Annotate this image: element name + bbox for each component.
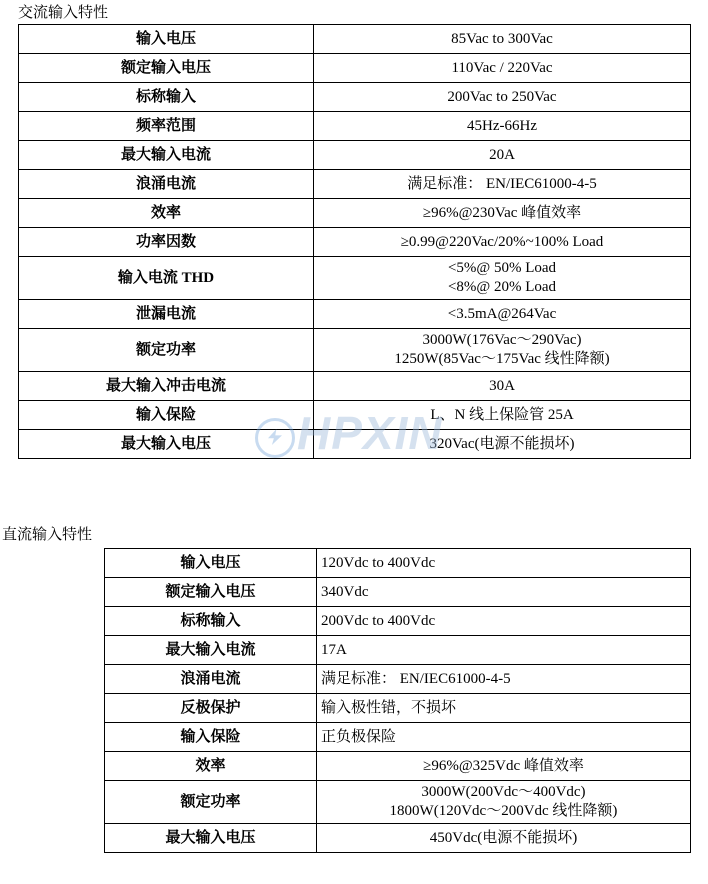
watermark-text: HPXIN	[297, 407, 443, 459]
row-label: 效率	[19, 199, 314, 228]
table-row	[105, 665, 691, 694]
row-label: 额定功率	[105, 781, 317, 824]
row-label: 浪涌电流	[19, 170, 314, 199]
table-row	[19, 257, 691, 300]
table-row	[105, 781, 691, 824]
row-label: 额定输入电压	[19, 54, 314, 83]
row-value-line: <3.5mA@264Vac	[447, 305, 557, 322]
table-row	[105, 723, 691, 752]
table-row	[105, 607, 691, 636]
row-label: 频率范围	[19, 112, 314, 141]
row-value-line: 1250W(85Vac～175Vac 线性降额)	[394, 351, 610, 367]
row-value-line: 200Vdc to 400Vdc	[321, 612, 436, 629]
row-value	[314, 401, 691, 430]
row-value-line: 120Vdc to 400Vdc	[321, 554, 436, 571]
row-value	[317, 694, 691, 723]
row-label: 输入电压	[105, 549, 317, 578]
dc-table-body	[105, 549, 691, 853]
table-row	[19, 25, 691, 54]
row-value	[317, 665, 691, 694]
table-row	[105, 694, 691, 723]
row-value-line: 200Vac to 250Vac	[447, 88, 557, 105]
table-row	[19, 401, 691, 430]
table-row	[19, 83, 691, 112]
row-value-line: ≥0.99@220Vac/20%~100% Load	[400, 233, 604, 250]
table-row	[105, 578, 691, 607]
row-value	[317, 752, 691, 781]
table-row	[105, 752, 691, 781]
row-value-line: ≥96%@230Vac 峰值效率	[422, 204, 582, 221]
row-value-line: 3000W(176Vac～290Vac)	[422, 332, 582, 348]
row-value-line: <8%@ 20% Load	[447, 279, 557, 295]
row-value	[314, 25, 691, 54]
row-value	[314, 228, 691, 257]
dc-section-title: 直流输入特性	[2, 527, 93, 543]
row-value-line: ≥96%@325Vdc 峰值效率	[423, 757, 584, 774]
row-value	[314, 300, 691, 329]
row-label: 浪涌电流	[105, 665, 317, 694]
table-row	[19, 430, 691, 459]
row-label: 输入电压	[19, 25, 314, 54]
row-value-line: 满足标准： EN/IEC61000-4-5	[407, 175, 597, 192]
row-value-line: 17A	[321, 641, 347, 658]
row-value-line: 满足标准： EN/IEC61000-4-5	[321, 670, 511, 687]
row-label: 最大输入电压	[105, 824, 317, 853]
row-label: 输入电流 THD	[19, 257, 314, 300]
row-value	[317, 607, 691, 636]
row-value	[317, 781, 691, 824]
table-row	[19, 372, 691, 401]
row-value	[317, 578, 691, 607]
row-value	[314, 372, 691, 401]
row-value-line: 45Hz-66Hz	[467, 117, 537, 134]
row-value	[314, 112, 691, 141]
row-value-line: 85Vac to 300Vac	[451, 30, 553, 47]
row-value-line: 输入极性错，不损坏	[321, 699, 457, 716]
table-row	[19, 54, 691, 83]
ac-section-title: 交流输入特性	[18, 5, 109, 21]
row-label: 输入保险	[105, 723, 317, 752]
row-label: 最大输入冲击电流	[19, 372, 314, 401]
row-value	[314, 257, 691, 300]
row-label: 额定功率	[19, 329, 314, 372]
row-value	[317, 549, 691, 578]
row-value	[317, 824, 691, 853]
row-value-line: 30A	[489, 377, 515, 394]
row-value-line: 340Vdc	[321, 583, 369, 600]
dc-input-characteristics-table	[104, 548, 691, 853]
row-value-line: 1800W(120Vdc～200Vdc 线性降额)	[389, 803, 618, 819]
table-row	[105, 824, 691, 853]
row-value-line: 320Vac(电源不能损坏)	[429, 435, 575, 452]
row-label: 最大输入电压	[19, 430, 314, 459]
row-label: 泄漏电流	[19, 300, 314, 329]
row-value-line: 20A	[489, 146, 515, 163]
row-value	[314, 329, 691, 372]
row-value	[314, 54, 691, 83]
row-label: 最大输入电流	[19, 141, 314, 170]
row-value	[314, 83, 691, 112]
row-label: 标称输入	[105, 607, 317, 636]
row-value	[314, 199, 691, 228]
row-label: 最大输入电流	[105, 636, 317, 665]
row-label: 额定输入电压	[105, 578, 317, 607]
table-row	[19, 112, 691, 141]
row-value-line: 110Vac / 220Vac	[451, 59, 553, 76]
row-value	[314, 170, 691, 199]
table-row	[19, 170, 691, 199]
row-value	[317, 723, 691, 752]
table-row	[19, 199, 691, 228]
ac-table-body	[19, 25, 691, 459]
row-label: 反极保护	[105, 694, 317, 723]
row-value	[317, 636, 691, 665]
table-row	[19, 228, 691, 257]
row-value-line: 正负极保险	[321, 728, 397, 745]
table-row	[19, 141, 691, 170]
row-value-line: 3000W(200Vdc～400Vdc)	[421, 784, 586, 800]
row-value-line: 450Vdc(电源不能损坏)	[429, 829, 578, 846]
row-value	[314, 141, 691, 170]
row-label: 功率因数	[19, 228, 314, 257]
table-row	[19, 300, 691, 329]
table-row	[19, 329, 691, 372]
row-value-line: <5%@ 50% Load	[447, 260, 557, 276]
row-label: 标称输入	[19, 83, 314, 112]
row-value	[314, 430, 691, 459]
row-label: 输入保险	[19, 401, 314, 430]
row-label: 效率	[105, 752, 317, 781]
ac-input-characteristics-table	[18, 24, 691, 459]
table-row	[105, 636, 691, 665]
table-row	[105, 549, 691, 578]
row-value-line: L、N 线上保险管 25A	[430, 406, 574, 423]
